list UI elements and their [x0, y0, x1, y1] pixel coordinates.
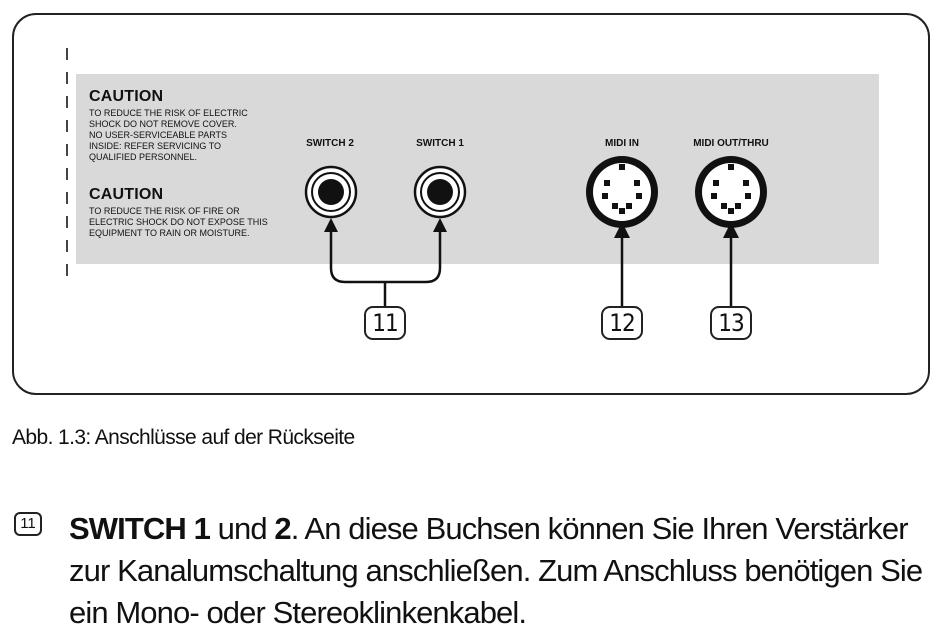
- midi-in-socket: [586, 156, 658, 228]
- description-paragraph: [69, 508, 929, 634]
- midi-out-label: MIDI OUT/THRU: [693, 138, 769, 149]
- switch1-label: SWITCH 1: [416, 138, 464, 149]
- description-text: . An diese Buchsen können Sie Ihren Verstärker zur Kanalumschaltung anschließen. Zum Anschluss benötigen Sie ein Mono- oder Stereoklinkenkabel.: [69, 511, 923, 630]
- switch2-jack: [306, 167, 356, 217]
- leader-lines: [331, 226, 731, 306]
- callout-13: 13: [710, 306, 752, 340]
- callout-11: 11: [364, 306, 406, 340]
- midi-out-socket: [695, 156, 767, 228]
- switch1-jack: [415, 167, 465, 217]
- caution-text-2: TO REDUCE THE RISK OF FIRE OR ELECTRIC SHOCK DO NOT EXPOSE THIS EQUIPMENT TO RAIN OR MOISTURE.: [89, 206, 268, 238]
- switch1-term: SWITCH 1: [69, 511, 210, 546]
- midi-in-label: MIDI IN: [605, 138, 639, 149]
- caution-title-1: CAUTION: [89, 88, 164, 105]
- switch2-label: SWITCH 2: [306, 138, 354, 149]
- arrow-heads: [324, 218, 739, 238]
- conjunction: und: [209, 511, 275, 546]
- callout-12: 12: [601, 306, 643, 340]
- caution-title-2: CAUTION: [89, 186, 164, 203]
- figure-caption: Abb. 1.3: Anschlüsse auf der Rückseite: [12, 426, 355, 449]
- switch2-term: 2: [274, 511, 291, 546]
- caution-text-1: TO REDUCE THE RISK OF ELECTRIC SHOCK DO NOT REMOVE COVER. NO USER-SERVICEABLE PARTS INSIDE: REFER SERVICING TO QUALIFIED PERSONNEL.: [89, 108, 248, 162]
- item-marker: 11: [14, 512, 42, 536]
